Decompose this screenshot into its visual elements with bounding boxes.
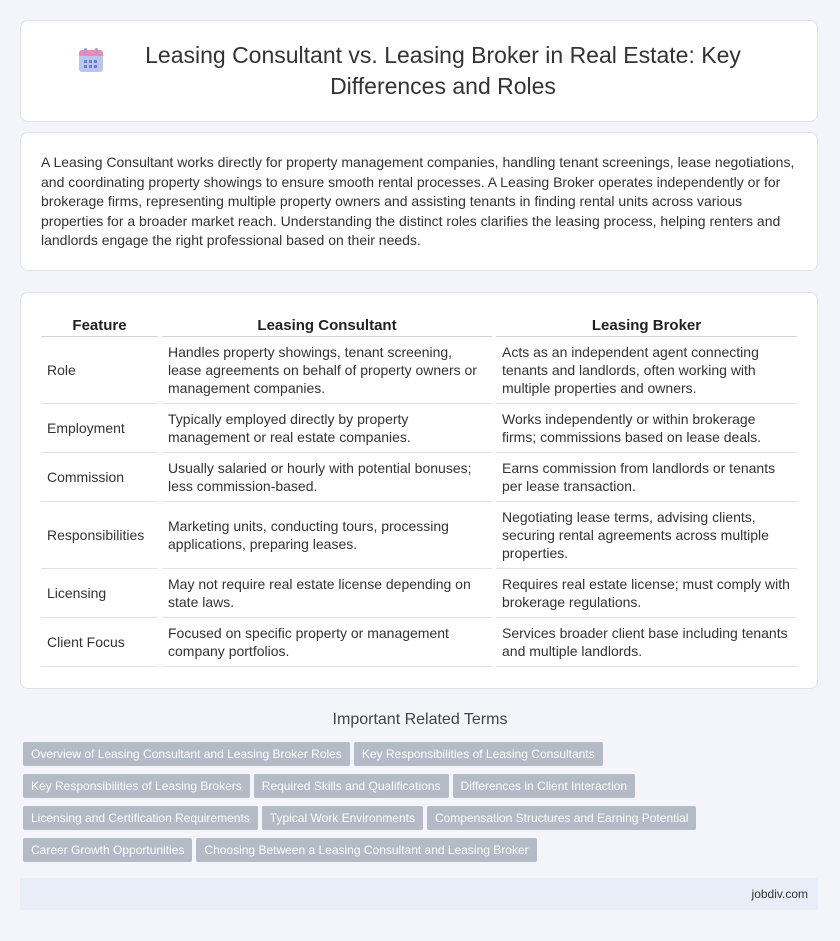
related-term-tag[interactable]: Compensation Structures and Earning Potential — [427, 806, 696, 830]
cell-feature: Commission — [41, 453, 158, 502]
related-term-tag[interactable]: Key Responsibilities of Leasing Brokers — [23, 774, 250, 798]
cell-feature: Licensing — [41, 569, 158, 618]
cell-feature: Role — [41, 337, 158, 404]
intro-card — [20, 132, 818, 271]
intro-paragraph: A Leasing Consultant works directly for property management companies, handling tenant screenings, lease negotiations, and coordinating property showings to ensure smooth rental processes. A Leasing Broker operates independently or for brokerage firms, representing multiple property owners and assisting tenants in finding rental units across various properties for a broader market reach. Understanding the distinct roles clarifies the leasing process, helping renters and landlords engage the right professional based on their needs. — [41, 154, 795, 248]
cell-feature: Client Focus — [41, 618, 158, 667]
cell-broker: Negotiating lease terms, advising clients, securing rental agreements across multiple properties. — [496, 502, 797, 569]
cell-broker: Requires real estate license; must comply with brokerage regulations. — [496, 569, 797, 618]
related-term-tag[interactable]: Overview of Leasing Consultant and Leasing Broker Roles — [23, 742, 350, 766]
header-feature: Feature — [41, 313, 158, 337]
cell-consultant: Usually salaried or hourly with potential bonuses; less commission-based. — [162, 453, 492, 502]
comparison-table — [37, 313, 801, 667]
related-term-tag[interactable]: Key Responsibilities of Leasing Consultants — [354, 742, 603, 766]
cell-broker: Earns commission from landlords or tenants per lease transaction. — [496, 453, 797, 502]
table-row — [41, 569, 797, 618]
cell-consultant: Marketing units, conducting tours, processing applications, preparing leases. — [162, 502, 492, 569]
table-row — [41, 453, 797, 502]
footer-site[interactable]: jobdiv.com — [751, 887, 808, 901]
cell-broker: Services broader client base including tenants and multiple landlords. — [496, 618, 797, 667]
footer — [20, 878, 818, 910]
page-title: Leasing Consultant vs. Leasing Broker in Real Estate: Key Differences and Roles — [145, 42, 741, 99]
comparison-card — [20, 292, 818, 689]
related-term-tag[interactable]: Career Growth Opportunities — [23, 838, 192, 862]
related-term-tag[interactable]: Choosing Between a Leasing Consultant and Leasing Broker — [196, 838, 536, 862]
related-terms-title: Important Related Terms — [332, 711, 508, 728]
related-terms-list — [23, 742, 803, 870]
cell-feature: Responsibilities — [41, 502, 158, 569]
table-row — [41, 404, 797, 453]
header-consultant: Leasing Consultant — [162, 313, 492, 337]
cell-consultant: May not require real estate license depending on state laws. — [162, 569, 492, 618]
cell-consultant: Focused on specific property or management company portfolios. — [162, 618, 492, 667]
table-row — [41, 337, 797, 404]
table-row — [41, 618, 797, 667]
related-term-tag[interactable]: Typical Work Environments — [262, 806, 423, 830]
related-term-tag[interactable]: Differences in Client Interaction — [453, 774, 636, 798]
cell-broker: Acts as an independent agent connecting tenants and landlords, often working with multiple properties and owners. — [496, 337, 797, 404]
cell-broker: Works independently or within brokerage firms; commissions based on lease deals. — [496, 404, 797, 453]
calendar-icon — [79, 48, 103, 72]
related-term-tag[interactable]: Licensing and Certification Requirements — [23, 806, 258, 830]
table-header-row — [41, 313, 797, 337]
title-card — [20, 20, 818, 122]
table-row — [41, 502, 797, 569]
cell-consultant: Handles property showings, tenant screening, lease agreements on behalf of property owners or management companies. — [162, 337, 492, 404]
cell-feature: Employment — [41, 404, 158, 453]
related-term-tag[interactable]: Required Skills and Qualifications — [254, 774, 449, 798]
cell-consultant: Typically employed directly by property management or real estate companies. — [162, 404, 492, 453]
header-broker: Leasing Broker — [496, 313, 797, 337]
